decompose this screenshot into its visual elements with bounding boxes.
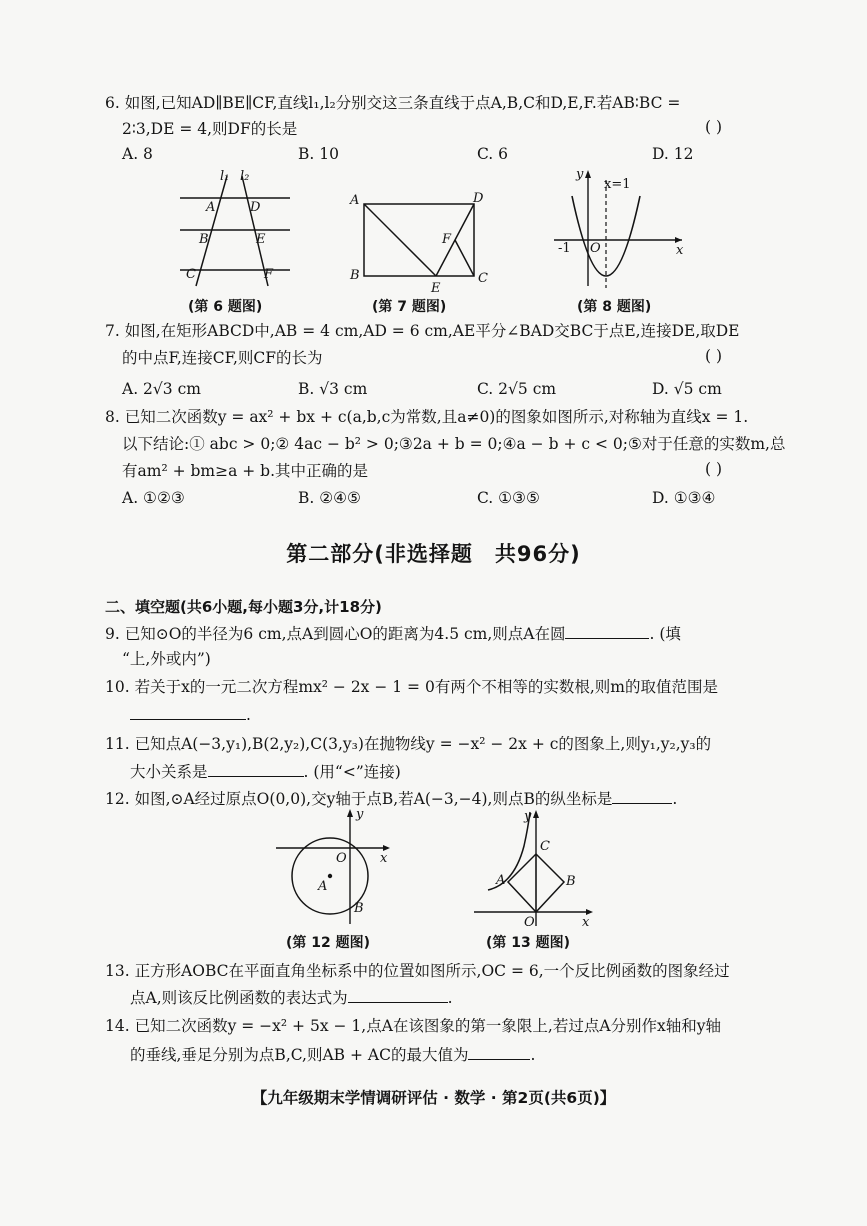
q9-line1 [105, 622, 681, 645]
q10-line1: 10. 若关于x的一元二次方程mx² − 2x − 1 = 0有两个不相等的实数根,则m的取值范围是 [105, 678, 718, 696]
q13-line1: 13. 正方形AOBC在平面直角坐标系中的位置如图所示,OC = 6,一个反比例函数的图象经过 [105, 962, 730, 980]
q10-line2 [130, 703, 251, 726]
q7-option-c: C. 2√5 cm [477, 380, 557, 398]
fig13-label-y: y [524, 809, 532, 824]
fig6-label-c: C [186, 267, 196, 282]
figure-12-circle [270, 806, 400, 926]
q9-line2: “上,外或内”) [122, 650, 211, 668]
q12-text-b: . [672, 790, 678, 808]
fig13-label-a: A [496, 873, 506, 888]
q11-line1: 11. 已知点A(−3,y₁),B(2,y₂),C(3,y₃)在抛物线y = −x² − 2x + c的图象上,则y₁,y₂,y₃的 [105, 735, 712, 753]
q7-option-b: B. √3 cm [298, 380, 368, 398]
fig8-label-o: O [590, 241, 601, 256]
q6-option-a: A. 8 [122, 145, 153, 163]
q8-option-b: B. ②④⑤ [298, 489, 361, 507]
q12-text-a: 12. 如图,⊙A经过原点O(0,0),交y轴于点B,若A(−3,−4),则点B的纵坐标是 [105, 790, 613, 808]
fig6-label-a: A [206, 200, 216, 215]
fig7-label-c: C [478, 271, 488, 286]
q7-option-a: A. 2√3 cm [122, 380, 201, 398]
fig6-label-e: E [256, 232, 266, 247]
q7-line2: 的中点F,连接CF,则CF的长为 [122, 349, 323, 367]
figure-13-square [470, 806, 600, 930]
q11-text-b: . (用“<”连接) [303, 763, 401, 781]
fig6-label-b: B [199, 232, 209, 247]
fig6-label-d: D [250, 200, 261, 215]
q11-text-a: 大小关系是 [130, 763, 208, 781]
figure-13-caption: (第 13 题图) [486, 935, 571, 951]
q7-option-d: D. √5 cm [652, 380, 722, 398]
fig12-label-x: x [380, 851, 388, 866]
figure-8-parabola [548, 166, 698, 292]
q14-answer-blank[interactable] [468, 1043, 530, 1060]
q7-answer-paren: ( ) [705, 347, 723, 365]
q7-line1: 7. 如图,在矩形ABCD中,AB = 4 cm,AD = 6 cm,AE平分∠BAD交BC于点E,连接DE,取DE [105, 322, 740, 340]
q8-answer-paren: ( ) [705, 460, 723, 478]
q6-answer-paren: ( ) [705, 118, 723, 136]
fig12-label-b: B [354, 901, 364, 916]
q8-line3: 有am² + bm≥a + b.其中正确的是 [122, 462, 369, 480]
fill-blank-section-title: 二、填空题(共6小题,每小题3分,计18分) [105, 598, 382, 616]
q13-answer-blank[interactable] [348, 986, 448, 1003]
q8-option-d: D. ①③④ [652, 489, 716, 507]
q6-line2: 2∶3,DE = 4,则DF的长是 [122, 120, 298, 138]
fig13-label-o: O [524, 915, 535, 930]
q13-text-b: . [447, 989, 453, 1007]
part-two-title: 第二部分(非选择题 共96分) [286, 542, 581, 566]
fig7-label-b: B [350, 268, 360, 283]
q6-option-c: C. 6 [477, 145, 509, 163]
fig8-label-y: y [576, 167, 584, 182]
figure-7-rectangle [340, 186, 500, 296]
q13-line2 [130, 986, 453, 1009]
figure-6-caption: (第 6 题图) [188, 299, 263, 315]
q14-text-b: . [530, 1046, 536, 1064]
q8-option-a: A. ①②③ [122, 489, 185, 507]
fig6-label-l1: l₁ [220, 169, 230, 184]
q14-text-a: 的垂线,垂足分别为点B,C,则AB + AC的最大值为 [130, 1046, 469, 1064]
fig13-label-b: B [566, 874, 576, 889]
fig7-label-f: F [442, 232, 452, 247]
fig8-label-neg1: -1 [558, 241, 571, 256]
fig12-label-a: A [318, 879, 328, 894]
q13-text-a: 点A,则该反比例函数的表达式为 [130, 989, 348, 1007]
figure-6-parallel-lines [170, 168, 310, 288]
fig13-label-c: C [540, 839, 550, 854]
fig6-label-f: F [264, 267, 274, 282]
fig7-label-e: E [431, 281, 441, 296]
fig7-label-a: A [350, 193, 360, 208]
q14-line1: 14. 已知二次函数y = −x² + 5x − 1,点A在该图象的第一象限上,若过点A分别作x轴和y轴 [105, 1017, 722, 1035]
q12-answer-blank[interactable] [612, 787, 672, 804]
fig8-label-axis: x=1 [604, 177, 631, 192]
fig13-label-x: x [582, 915, 590, 930]
q11-answer-blank[interactable] [208, 760, 304, 777]
q9-text-b: . (填 [649, 625, 681, 643]
q9-text-a: 9. 已知⊙O的半径为6 cm,点A到圆心O的距离为4.5 cm,则点A在圆 [105, 625, 566, 643]
q9-answer-blank[interactable] [565, 622, 649, 639]
fig12-label-y: y [356, 807, 364, 822]
figure-12-caption: (第 12 题图) [286, 935, 371, 951]
fig8-label-x: x [676, 243, 684, 258]
q10-end: . [246, 706, 251, 724]
fig12-label-o: O [336, 851, 347, 866]
figure-8-caption: (第 8 题图) [577, 299, 652, 315]
figure-7-caption: (第 7 题图) [372, 299, 447, 315]
fig7-label-d: D [473, 191, 484, 206]
q6-line1: 6. 如图,已知AD∥BE∥CF,直线l₁,l₂分别交这三条直线于点A,B,C和D,E,F.若AB∶BC = [105, 94, 681, 112]
q10-answer-blank[interactable] [130, 703, 246, 720]
page-footer: 【九年级期末学情调研评估 · 数学 · 第2页(共6页)】 [251, 1089, 616, 1107]
q8-option-c: C. ①③⑤ [477, 489, 540, 507]
fig6-label-l2: l₂ [240, 169, 250, 184]
q6-option-d: D. 12 [652, 145, 694, 163]
q11-line2 [130, 760, 401, 783]
q8-line2: 以下结论:① abc > 0;② 4ac − b² > 0;③2a + b = 0;④a − b + c < 0;⑤对于任意的实数m,总 [122, 435, 786, 453]
q8-line1: 8. 已知二次函数y = ax² + bx + c(a,b,c为常数,且a≠0)的图象如图所示,对称轴为直线x = 1. [105, 408, 749, 426]
q14-line2 [130, 1043, 535, 1066]
q6-option-b: B. 10 [298, 145, 339, 163]
